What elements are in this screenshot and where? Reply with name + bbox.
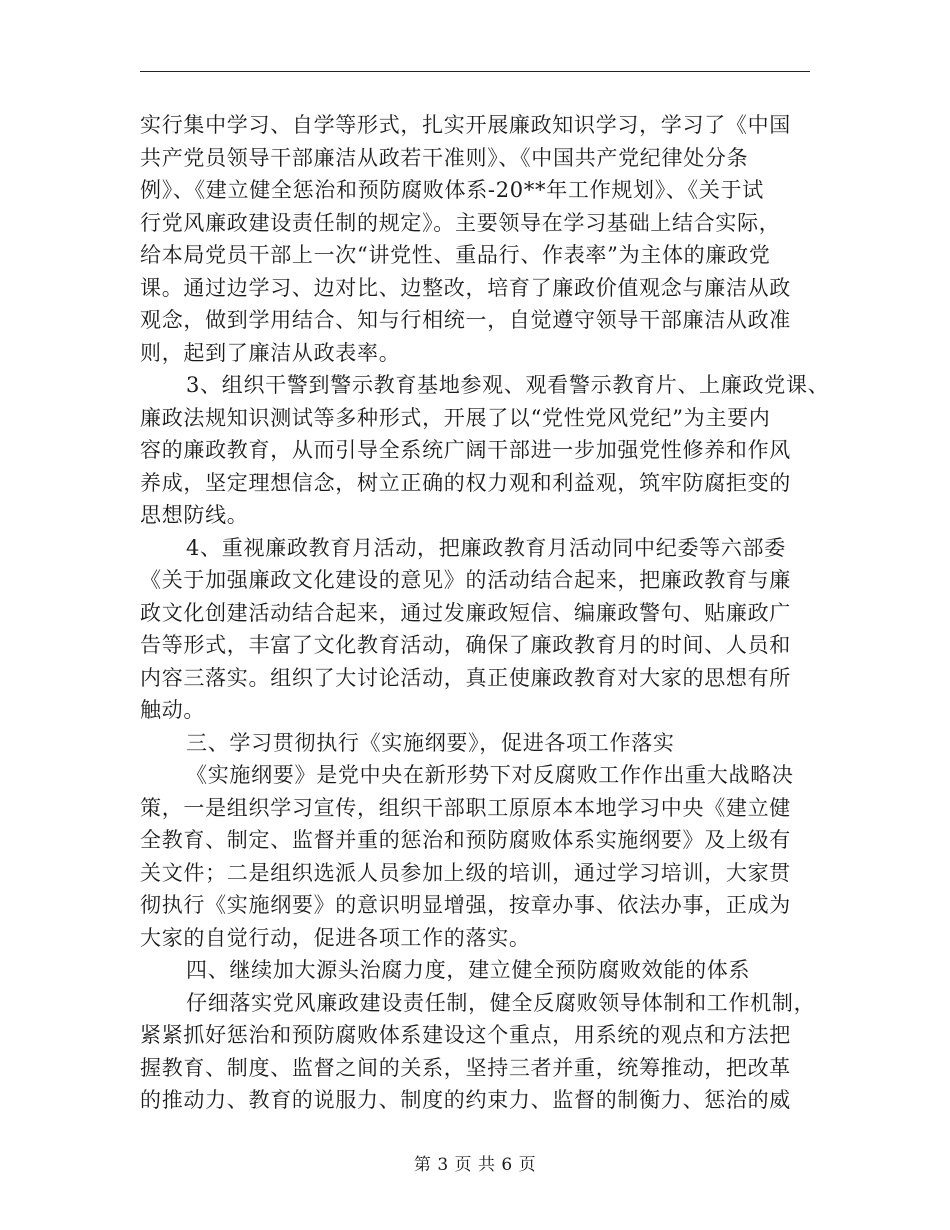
text-line: 给本局党员干部上一次“讲党性、重品行、作表率”为主体的廉政党 — [140, 243, 771, 267]
text-line: 课。通过边学习、边对比、边整改，培育了廉政价值观念与廉洁从政 — [140, 275, 791, 300]
text-line: 实行集中学习、自学等形式，扎实开展廉政知识学习，学习了《中国 — [140, 113, 791, 137]
text-line: 紧紧抓好惩治和预防腐败体系建设这个重点，用系统的观点和方法把 — [140, 1023, 791, 1047]
header-rule — [140, 71, 810, 72]
text-line: 触动。 — [140, 698, 206, 722]
section-heading — [140, 727, 830, 760]
text-line: 思想防线。 — [140, 503, 249, 527]
text-line: 《实施纲要》是党中央在新形势下对反腐败工作作出重大战略决 — [186, 763, 794, 787]
text-line: 的推动力、教育的说服力、制度的约束力、监督的制衡力、惩治的威 — [140, 1088, 791, 1112]
text-line: 容的廉政教育，从而引导全系统广阔干部进一步加强党性修养和作风 — [140, 438, 791, 462]
text-line: 3、组织干警到警示教育基地参观、观看警示教育片、上廉政党课、 — [186, 373, 830, 397]
text-line: 内容三落实。组织了大讨论活动，真正使廉政教育对大家的思想有所 — [140, 665, 791, 690]
text-line: 行党风廉政建设责任制的规定》。主要领导在学习基础上结合实际， — [140, 210, 781, 235]
text-line: 四、继续加大源头治腐力度，建立健全预防腐败效能的体系 — [186, 958, 751, 982]
text-line: 养成，坚定理想信念，树立正确的权力观和利益观，筑牢防腐拒变的 — [140, 470, 791, 495]
text-line: 廉政法规知识测试等多种形式，开展了以“党性党风党纪”为主要内 — [140, 405, 771, 430]
text-line: 握教育、制度、监督之间的关系，坚持三者并重，统筹推动，把改革 — [140, 1055, 791, 1080]
paragraph — [140, 369, 830, 532]
section-heading — [140, 954, 830, 987]
text-line: 政文化创建活动结合起来，通过发廉政短信、编廉政警句、贴廉政广 — [140, 600, 791, 625]
text-line: 三、学习贯彻执行《实施纲要》，促进各项工作落实 — [186, 730, 675, 755]
text-line: 观念，做到学用结合、知与行相统一，自觉遵守领导干部廉洁从政准 — [140, 308, 791, 332]
document-body — [140, 109, 830, 1117]
paragraph — [140, 987, 830, 1117]
text-line: 彻执行《实施纲要》的意识明显增强，按章办事、依法办事，正成为 — [140, 893, 791, 917]
text-line: 则，起到了廉洁从政表率。 — [140, 340, 401, 365]
text-line: 关文件；二是组织选派人员参加上级的培训，通过学习培训，大家贯 — [140, 860, 791, 885]
text-line: 《关于加强廉政文化建设的意见》的活动结合起来，把廉政教育与廉 — [140, 568, 791, 592]
text-line: 告等形式，丰富了文化教育活动，确保了廉政教育月的时间、人员和 — [140, 633, 791, 657]
paragraph — [140, 532, 830, 727]
text-line: 例》、《建立健全惩治和预防腐败体系-20**年工作规划》、《关于试 — [140, 178, 764, 202]
text-line: 大家的自觉行动，促进各项工作的落实。 — [140, 925, 531, 950]
text-line: 仔细落实党风廉政建设责任制，健全反腐败领导体制和工作机制， — [186, 990, 816, 1015]
text-line: 共产党员领导干部廉洁从政若干准则》、《中国共产党纪律处分条 — [140, 145, 749, 170]
text-line: 4、重视廉政教育月活动，把廉政教育月活动同中纪委等六部委 — [186, 535, 786, 560]
paragraph — [140, 109, 830, 369]
page-number-footer: 第 3 页 共 6 页 — [413, 1155, 537, 1175]
text-line: 策，一是组织学习宣传，组织干部职工原原本本地学习中央《建立健 — [140, 795, 791, 820]
text-line: 全教育、制定、监督并重的惩治和预防腐败体系实施纲要》及上级有 — [140, 828, 791, 852]
paragraph — [140, 759, 830, 954]
